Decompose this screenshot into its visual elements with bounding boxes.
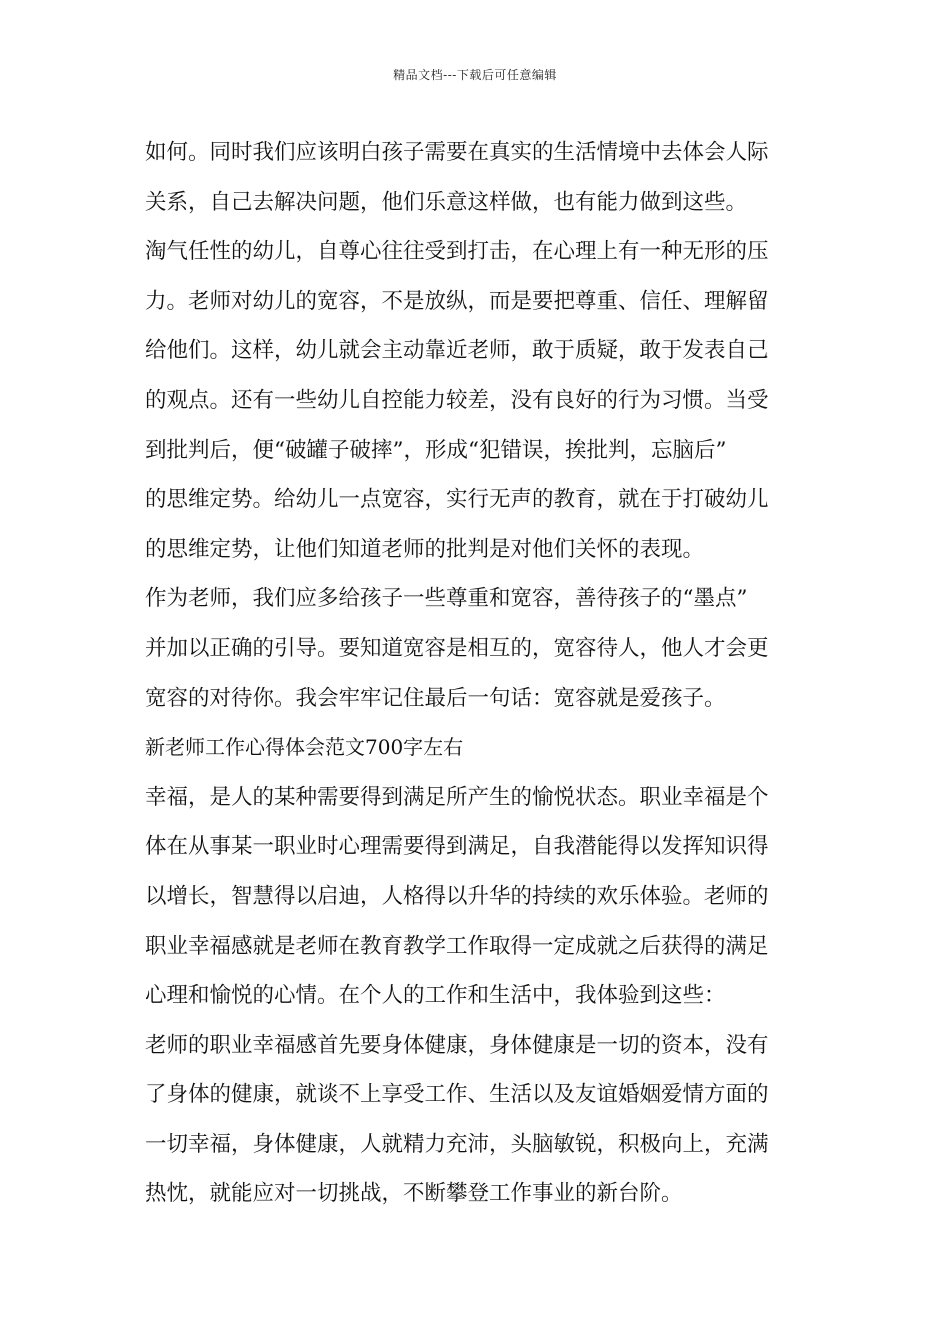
page-header: 精品文档---下载后可任意编辑 [393,68,557,82]
text-line: 作为老师，我们应多给孩子一些尊重和宽容，善待孩子的“墨点” [145,586,748,612]
text-line: 宽容的对待你。我会牢牢记住最后一句话：宽容就是爱孩子。 [145,685,726,711]
text-line: 淘气任性的幼儿，自尊心往往受到打击，在心理上有一种无形的压 [145,239,769,265]
text-line: 的思维定势，让他们知道老师的批判是对他们关怀的表现。 [145,536,705,562]
text-line: 的思维定势。给幼儿一点宽容，实行无声的教育，就在于打破幼儿 [145,487,769,513]
document-body [145,128,815,1219]
text-line: 以增长，智慧得以启迪，人格得以升华的持续的欢乐体验。老师的 [145,883,769,909]
text-line: 了身体的健康，就谈不上享受工作、生活以及友谊婚姻爱情方面的 [145,1082,769,1108]
text-line: 关系，自己去解决问题，他们乐意这样做，也有能力做到这些。 [145,189,748,215]
text-line: 的观点。还有一些幼儿自控能力较差，没有良好的行为习惯。当受 [145,387,769,413]
text-line: 心理和愉悦的心情。在个人的工作和生活中，我体验到这些： [145,983,726,1009]
text-line: 体在从事某一职业时心理需要得到满足，自我潜能得以发挥知识得 [145,834,769,860]
text-line: 力。老师对幼儿的宽容，不是放纵，而是要把尊重、信任、理解留 [145,288,769,314]
text-line: 并加以正确的引导。要知道宽容是相互的，宽容待人，他人才会更 [145,635,769,661]
text-line: 到批判后，便“破罐子破摔”，形成“犯错误，挨批判，忘脑后” [145,437,727,463]
text-line: 职业幸福感就是老师在教育教学工作取得一定成就之后获得的满足 [145,933,769,959]
text-line: 给他们。这样，幼儿就会主动靠近老师，敢于质疑，敢于发表自己 [145,338,769,364]
text-line: 如何。同时我们应该明白孩子需要在真实的生活情境中去体会人际 [145,140,769,165]
text-line: 老师的职业幸福感首先要身体健康，身体健康是一切的资本，没有 [145,1032,769,1058]
text-line: 幸福，是人的某种需要得到满足所产生的愉悦状态。职业幸福是个 [145,784,769,810]
section-heading: 新老师工作心得体会范文700字左右 [145,735,464,760]
text-line: 热忱，就能应对一切挑战，不断攀登工作事业的新台阶。 [145,1181,683,1207]
text-line: 一切幸福，身体健康，人就精力充沛，头脑敏锐，积极向上，充满 [145,1131,769,1157]
